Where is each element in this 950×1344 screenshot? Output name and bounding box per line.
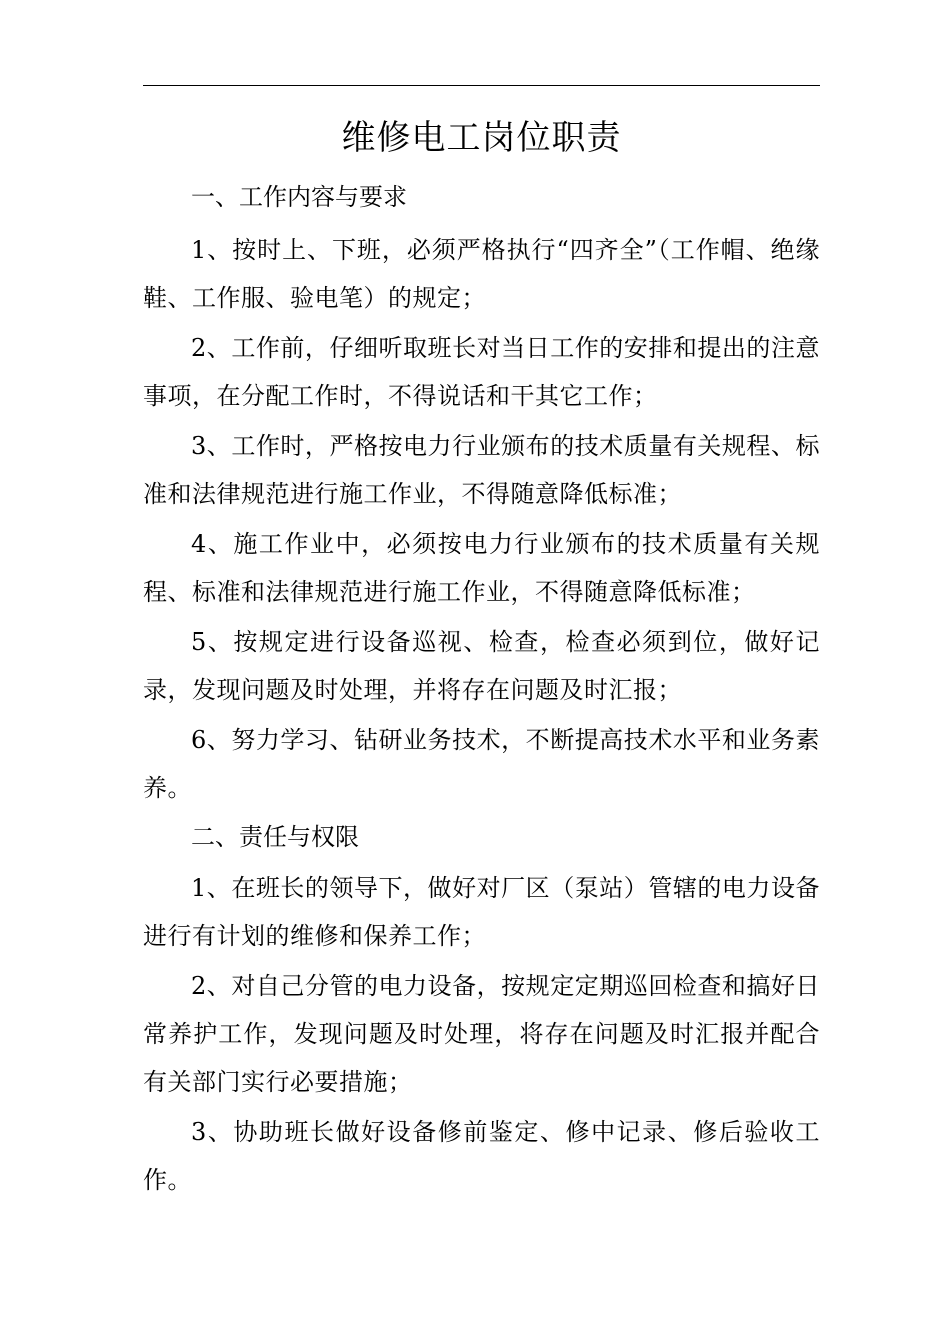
section-heading: 一、工作内容与要求 — [191, 183, 407, 211]
section-duties — [143, 172, 820, 812]
header-rule — [143, 85, 820, 86]
section-heading: 二、责任与权限 — [191, 823, 359, 851]
document-body — [143, 172, 820, 1204]
paragraph: 6、努力学习、钻研业务技术，不断提高技术水平和业务素养。 — [143, 726, 820, 802]
paragraph: 4、施工作业中，必须按电力行业颁布的技术质量有关规程、标准和法律规范进行施工作业，不得随意降低标准； — [143, 530, 820, 606]
paragraph: 1、按时上、下班，必须严格执行“四齐全”（工作帽、绝缘鞋、工作服、验电笔）的规定； — [143, 236, 820, 312]
paragraph: 3、协助班长做好设备修前鉴定、修中记录、修后验收工作。 — [143, 1118, 820, 1194]
document-title: 维修电工岗位职责 — [341, 118, 622, 158]
section-responsibilities — [143, 812, 820, 1204]
paragraph: 2、对自己分管的电力设备，按规定定期巡回检查和搞好日常养护工作，发现问题及时处理，将存在问题及时汇报并配合有关部门实行必要措施； — [143, 972, 820, 1096]
paragraph: 2、工作前，仔细听取班长对当日工作的安排和提出的注意事项，在分配工作时，不得说话和干其它工作； — [143, 334, 820, 410]
paragraph: 3、工作时，严格按电力行业颁布的技术质量有关规程、标准和法律规范进行施工作业，不得随意降低标准； — [143, 432, 820, 508]
paragraph: 5、按规定进行设备巡视、检查，检查必须到位，做好记录，发现问题及时处理，并将存在问题及时汇报； — [143, 628, 820, 704]
paragraph: 1、在班长的领导下，做好对厂区（泵站）管辖的电力设备进行有计划的维修和保养工作； — [143, 874, 820, 950]
